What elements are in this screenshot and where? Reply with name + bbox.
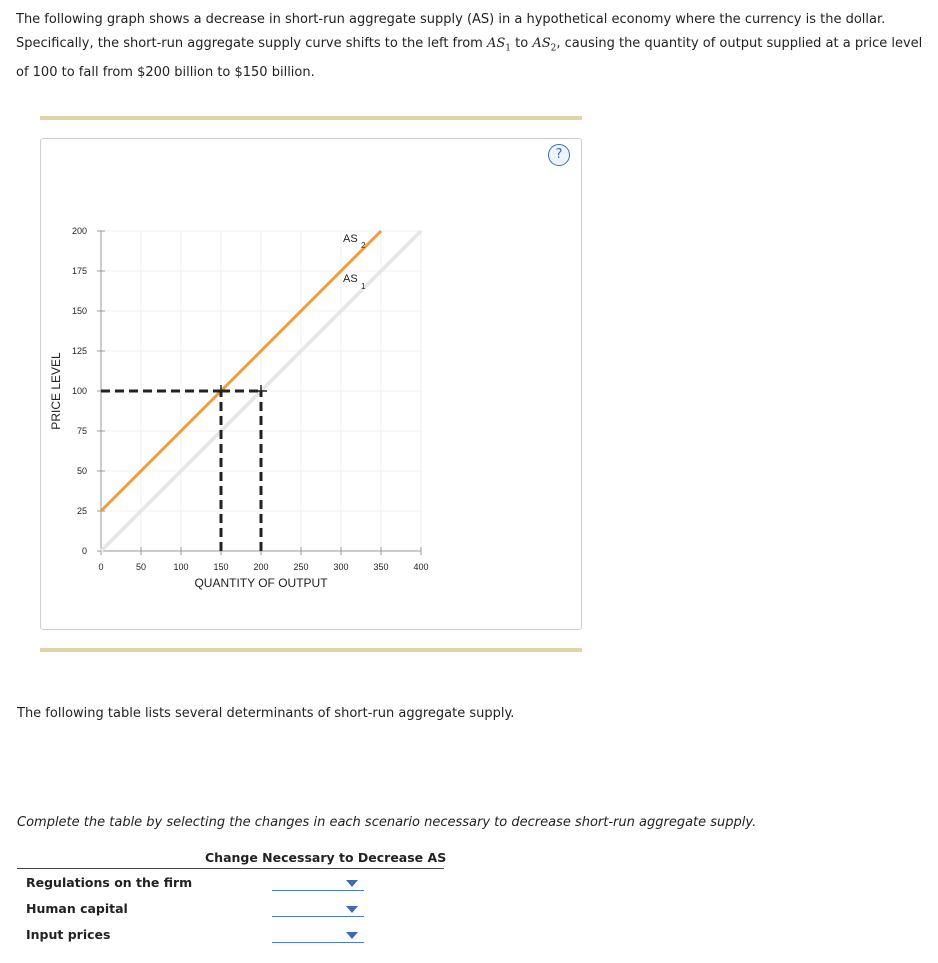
as2-symbol: $AS_2$ bbox=[532, 36, 557, 54]
y-tick-label-200: 200 bbox=[71, 226, 87, 236]
svg-text:1: 1 bbox=[361, 282, 366, 291]
y-tick-label-125: 125 bbox=[71, 346, 87, 356]
series-as2 bbox=[101, 231, 381, 511]
intro-text-to: to bbox=[510, 36, 533, 51]
y-tick-label-150: 150 bbox=[71, 306, 87, 316]
y-tick-label-50: 50 bbox=[76, 466, 87, 476]
x-tick-label-100: 100 bbox=[173, 562, 189, 572]
dropdown-regulations[interactable] bbox=[272, 874, 364, 891]
x-axis-title: QUANTITY OF OUTPUT bbox=[194, 576, 328, 590]
svg-text:2: 2 bbox=[361, 241, 366, 250]
dropdown-human-capital[interactable] bbox=[272, 900, 364, 917]
bottom-divider bbox=[40, 648, 582, 652]
as1-label bbox=[343, 273, 366, 291]
table-intro-text: The following table lists several determinants of short-run aggregate supply. bbox=[17, 706, 515, 721]
intro-text-1: The following graph shows a decrease in short-run aggregate supply (AS) in a hypothetical economy where the currency is the dollar. Specifically, the short-run aggregate supply curve shifts to the left from bbox=[16, 12, 886, 51]
x-tick-label-0: 0 bbox=[98, 562, 104, 572]
x-tick-label-200: 200 bbox=[253, 562, 269, 572]
svg-text:AS: AS bbox=[343, 273, 358, 285]
as2-label bbox=[343, 233, 366, 250]
dropdown-input-prices[interactable] bbox=[272, 926, 364, 943]
y-tick-label-0: 0 bbox=[81, 546, 87, 556]
row-label-input-prices: Input prices bbox=[26, 927, 111, 942]
y-tick-label-25: 25 bbox=[76, 506, 87, 516]
help-icon[interactable]: ? bbox=[548, 144, 570, 166]
instruction-text: Complete the table by selecting the changes in each scenario necessary to decrease short-run aggregate supply. bbox=[17, 815, 757, 830]
y-tick-label-100: 100 bbox=[71, 386, 87, 396]
intro-text-2: , causing the quantity of output supplied at a price level of 100 to fall from $200 billion to $150 billion. bbox=[16, 36, 923, 80]
chevron-down-icon bbox=[346, 880, 358, 887]
svg-text:AS: AS bbox=[343, 233, 358, 245]
as1-symbol: $AS_1$ bbox=[486, 36, 511, 54]
chevron-down-icon bbox=[346, 906, 358, 913]
x-tick-label-50: 50 bbox=[135, 562, 147, 572]
table-header-rule bbox=[17, 868, 444, 869]
x-tick-label-300: 300 bbox=[333, 562, 349, 572]
row-label-regulations: Regulations on the firm bbox=[26, 875, 193, 890]
y-tick-label-75: 75 bbox=[76, 426, 87, 436]
x-tick-label-150: 150 bbox=[213, 562, 229, 572]
chevron-down-icon bbox=[346, 932, 358, 939]
table-header: Change Necessary to Decrease AS bbox=[205, 850, 447, 865]
y-tick-label-175: 175 bbox=[71, 266, 87, 276]
x-tick-label-400: 400 bbox=[413, 562, 429, 572]
x-tick-label-250: 250 bbox=[293, 562, 309, 572]
row-label-human-capital: Human capital bbox=[26, 901, 128, 916]
y-axis-title: PRICE LEVEL bbox=[49, 352, 63, 430]
x-tick-label-350: 350 bbox=[373, 562, 389, 572]
